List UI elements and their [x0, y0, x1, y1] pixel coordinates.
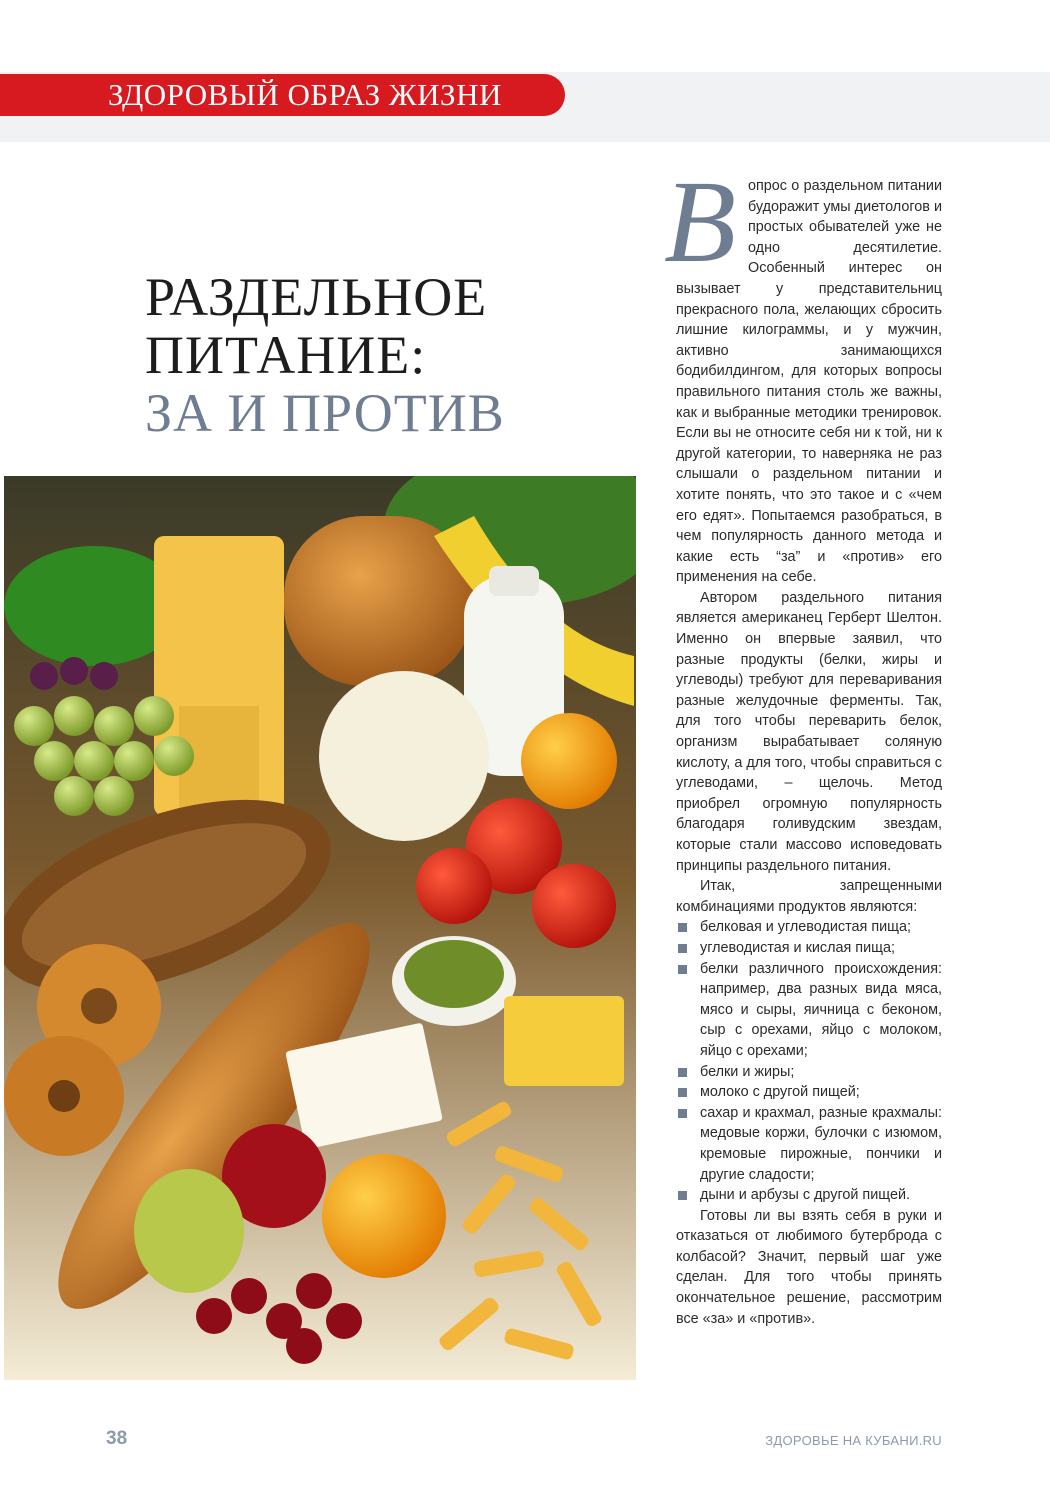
article-body	[663, 156, 942, 1329]
list-item: сахар и крахмал, разные крахмалы: медовые коржи, булочки с изюмом, кремовые пирожные, пончики и другие сладости;	[676, 1103, 942, 1185]
list-item: белковая и углеводистая пища;	[676, 917, 942, 938]
list-item: дыни и арбузы с другой пищей.	[676, 1185, 942, 1206]
section-title: ЗДОРОВЫЙ ОБРАЗ ЖИЗНИ	[108, 77, 502, 112]
list-item: белки различного происхождения: например, два разных вида мяса, мясо и сыры, яичница с беконом, сыр с орехами, яйцо с молоком, яйцо с орехами;	[676, 959, 942, 1062]
drop-cap: В	[663, 156, 737, 287]
square-bullet-icon	[678, 1068, 687, 1077]
square-bullet-icon	[678, 944, 687, 953]
cheese	[504, 996, 624, 1086]
square-bullet-icon	[678, 1088, 687, 1097]
intro-paragraph	[663, 156, 942, 588]
list-item: углеводистая и кислая пища;	[676, 938, 942, 959]
list-item: белки и жиры;	[676, 1062, 942, 1083]
orange-half	[521, 713, 617, 809]
title-line-3: ЗА И ПРОТИВ	[145, 383, 505, 443]
list-intro: Итак, запрещенными комбинациями продуктов являются:	[676, 878, 942, 915]
orange	[322, 1154, 446, 1278]
forbidden-combinations-list	[676, 917, 942, 1205]
section-banner	[0, 74, 565, 116]
pear	[134, 1169, 244, 1293]
cauliflower	[319, 671, 489, 841]
square-bullet-icon	[678, 1191, 687, 1200]
paragraph-shelton: Автором раздельного питания является американец Герберт Шелтон. Именно он впервые заявил, что разные продукты (белки, жиры и углеводы) требуют для переваривания разные желудочные ферменты. Так, для того чтобы переварить белок, организм вырабатывает соляную кислоту, а для того, чтобы справиться с углеводами, – щелочь. Метод приобрел огромную популярность благодаря голивудским звездам, которые стали массово исповедовать принципы раздельного питания.	[676, 589, 942, 874]
square-bullet-icon	[678, 923, 687, 932]
intro-text: опрос о раздельном питании будоражит умы диетологов и простых обывателей уже не одно десятилетие. Особенный интерес он вызывает у представительниц прекрасного пола, желающих сбросить лишние килограммы, и у мужчин, активно занимающихся бодибилдингом, для которых вопросы правильного питания столь же важны, как и выбранные методики тренировок. Если вы не относите себя ни к той, ни к другой категории, то наверняка не раз слышали о раздельном питании и хотите понять, что это такое и с «чем его едят». Попытаемся разобраться, в чем популярность данного метода и какие есть “за” и «против» его применения на себе.	[676, 178, 942, 586]
square-bullet-icon	[678, 1109, 687, 1118]
food-illustration	[4, 476, 636, 1380]
title-line-2: ПИТАНИЕ:	[145, 325, 427, 385]
list-item: молоко с другой пищей;	[676, 1082, 942, 1103]
title-line-1: РАЗДЕЛЬНОЕ	[145, 267, 488, 327]
page-number: 38	[106, 1428, 128, 1449]
food-photo	[4, 476, 636, 1380]
site-name: ЗДОРОВЬЕ НА КУБАНИ.RU	[765, 1433, 942, 1448]
square-bullet-icon	[678, 965, 687, 974]
closing-paragraph: Готовы ли вы взять себя в руки и отказаться от любимого бутерброда с колбасой? Значит, первый шаг уже сделан. Для того чтобы принять окончательное решение, рассмотрим все «за» и «против».	[676, 1207, 942, 1327]
article-title	[145, 268, 625, 442]
